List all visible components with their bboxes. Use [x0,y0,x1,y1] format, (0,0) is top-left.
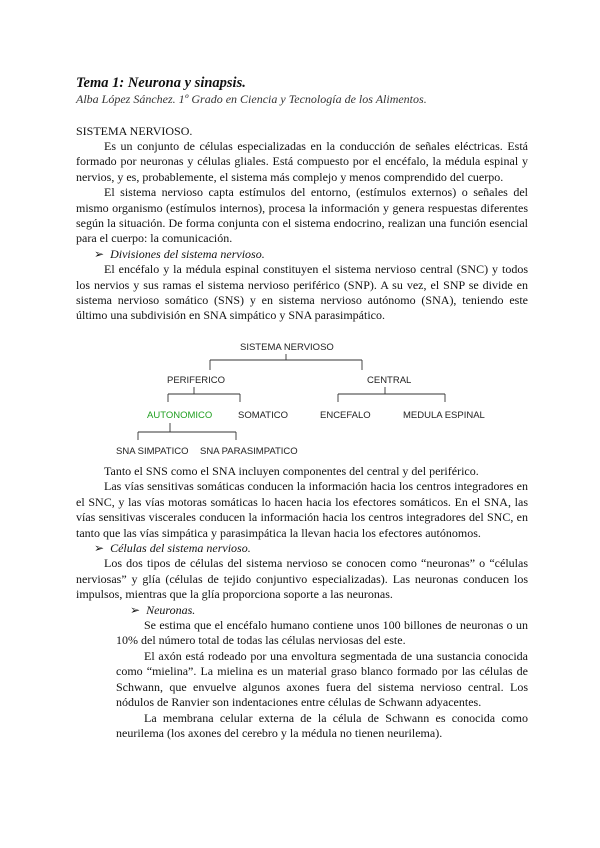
body-block-bottom [76,464,528,741]
diagram-autonomic: AUTONOMICO [147,410,213,421]
arrow-bullet-icon: ➢ [130,602,141,617]
paragraph: Se estima que el encéfalo humano contiene unos 100 billones de neuronas o un 10% del número total de todas las células nerviosas del este. [116,618,528,648]
paragraph: Los dos tipos de células del sistema nervioso se conocen como “neuronas” o “células nerviosas” y glía (células de tejido conjuntivo especializadas). Las neuronas conducen los impulsos, mientras que la glía proporciona soporte a las neuronas. [76,556,528,602]
paragraph: Tanto el SNS como el SNA incluyen componentes del central y del periférico. [104,464,479,478]
diagram-spinal-cord: MEDULA ESPINAL [403,410,485,421]
subsection-heading [76,247,528,262]
subsection-heading [76,603,528,618]
body-block-top [76,139,528,324]
subsection-label: Células del sistema nervioso. [110,541,251,556]
diagram-sympathetic: SNA SIMPATICO [116,446,189,457]
diagram-somatic: SOMATICO [238,410,288,421]
arrow-bullet-icon: ➢ [94,541,105,556]
diagram-central: CENTRAL [367,375,412,386]
paragraph: El encéfalo y la médula espinal constituyen el sistema nervioso central (SNC) y todos los nervios y sus ramas el sistema nervioso periférico (SNP). A su vez, el SNP se divide en sistema nervioso somático (SNS) y en sistema nervioso autónomo (SNA), teniendo este último una subdivisión en SNA simpático y SNA parasimpático. [76,262,528,323]
paragraph: Es un conjunto de células especializadas en la conducción de señales eléctricas. Está formado por neuronas y células gliales. Está compuesto por el encéfalo, la médula espinal y nervios, y es, probablemente, el sistema más complejo y menos comprendido del cuerpo. [76,139,528,184]
diagram-encephalon: ENCEFALO [320,410,371,421]
section-heading: SISTEMA NERVIOSO. [76,124,193,138]
diagram-parasympathetic: SNA PARASIMPATICO [200,446,298,457]
diagram-root: SISTEMA NERVIOSO [240,342,334,353]
paragraph: La membrana celular externa de la célula de Schwann es conocida como neurilema (los axones del cerebro y la médula no tienen neurilema). [116,710,528,740]
document-subtitle: Alba López Sánchez. 1º Grado en Ciencia y Tecnología de los Alimentos. [76,92,427,106]
subsection-label: Neuronas. [146,602,196,617]
paragraph: El axón está rodeado por una envoltura segmentada de una sustancia conocida como “mielina”. La mielina es un material graso blanco formado por las células de Schwann, que envuelve algunos axones fuera del sistema nervioso central. Los nódulos de Ranvier son indentaciones entre células de Schwann adyacentes. [116,648,528,710]
diagram-peripheral: PERIFERICO [167,375,226,386]
subsection-heading [76,541,528,556]
paragraph: Las vías sensitivas somáticas conducen la información hacia los centros integradores en el SNC, y las vías motoras somáticas lo hacen hacia los efectores somáticos. En el SNA, las vías sensitivas viscerales conducen la información hacia los centros integradores del SNC, en tanto que las vías simpática y parasimpática la llevan hacia los efectores autónomos. [76,479,528,540]
arrow-bullet-icon: ➢ [94,246,105,261]
subsection-label: Divisiones del sistema nervioso. [110,246,265,261]
nervous-system-diagram [110,336,490,460]
document-title: Tema 1: Neurona y sinapsis. [76,75,246,91]
paragraph: El sistema nervioso capta estímulos del entorno, (estímulos externos) o señales del mismo organismo (estímulos internos), procesa la información y genera respuestas diferentes según la situación. De forma conjunta con el sistema endocrino, realizan una función esencial para el cuerpo: la comunicación. [76,185,528,246]
